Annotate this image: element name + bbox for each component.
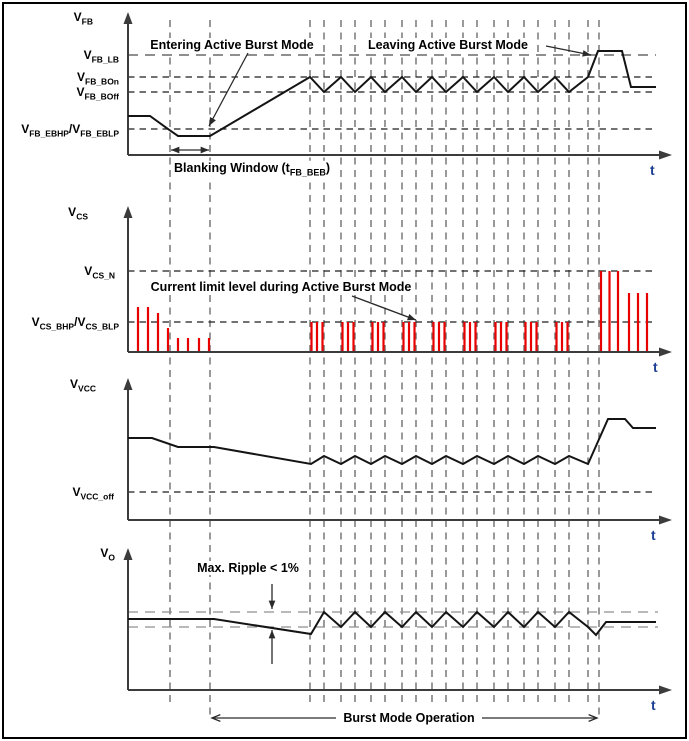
y-axis-arrowhead [124,206,133,218]
vo-axis-label: $V_O$ [100,546,115,563]
vfb-lb-label: $V_{FB\_LB}$ [83,48,119,65]
vvcc-off-label: $V_{VCC\_off}$ [72,485,114,502]
ripple-lower-arrow-head [269,630,276,638]
vvcc-axis-label: $V_{VCC}$ [70,377,96,394]
vfb-axis-label: $V_{FB}$ [73,10,93,27]
y-axis-arrowhead [124,378,133,390]
vfb-bon-label: $V_{FB\_BOn}$ [76,70,119,87]
vo-waveform [128,612,656,635]
burst-mode-operation-annotation: Burst Mode Operation [343,711,475,725]
current-limit-arrow-head [407,314,416,320]
t-label-vcs: t [653,359,658,375]
vfb-ebhp-eblp-label: $V_{FB\_EBHP}/V_{FB\_EBLP}$ [21,122,119,139]
current-limit-annotation: Current limit level during Active Burst Mode [150,280,412,294]
x-axis-arrowhead [659,348,672,357]
t-label-vvcc: t [651,527,656,543]
current-limit-arrow [352,296,416,320]
ripple-upper-arrow-head [269,601,276,609]
leaving-burst-annotation: Leaving Active Burst Mode [368,38,528,52]
vfb-waveform [128,51,656,136]
entering-burst-arrow [209,53,248,126]
vcc-waveform [128,419,656,464]
vcs-bhp-blp-label: $V_{CS\_BHP}/V_{CS\_BLP}$ [31,315,119,332]
y-axis-arrowhead [124,12,133,24]
vcs-n-label: $V_{CS\_N}$ [84,264,115,281]
blanking-window-arrow-head [201,147,209,154]
blanking-window-arrow-head [171,147,179,154]
entering-burst-annotation: Entering Active Burst Mode [150,38,314,52]
y-axis-arrowhead [124,548,133,560]
entering-burst-arrow-head [209,117,216,126]
t-label-vo: t [651,697,656,713]
blanking-window-annotation: Blanking Window $(t_{FB\_BEB})$ [174,160,331,178]
vfb-boff-label: $V_{FB\_BOff}$ [76,85,119,102]
max-ripple-annotation: Max. Ripple < 1% [197,561,299,575]
x-axis-arrowhead [659,686,672,695]
x-axis-arrowhead [659,151,672,160]
x-axis-arrowhead [659,516,672,525]
t-label-vfb: t [650,162,655,178]
vcs-axis-label: $V_{CS}$ [68,205,88,222]
